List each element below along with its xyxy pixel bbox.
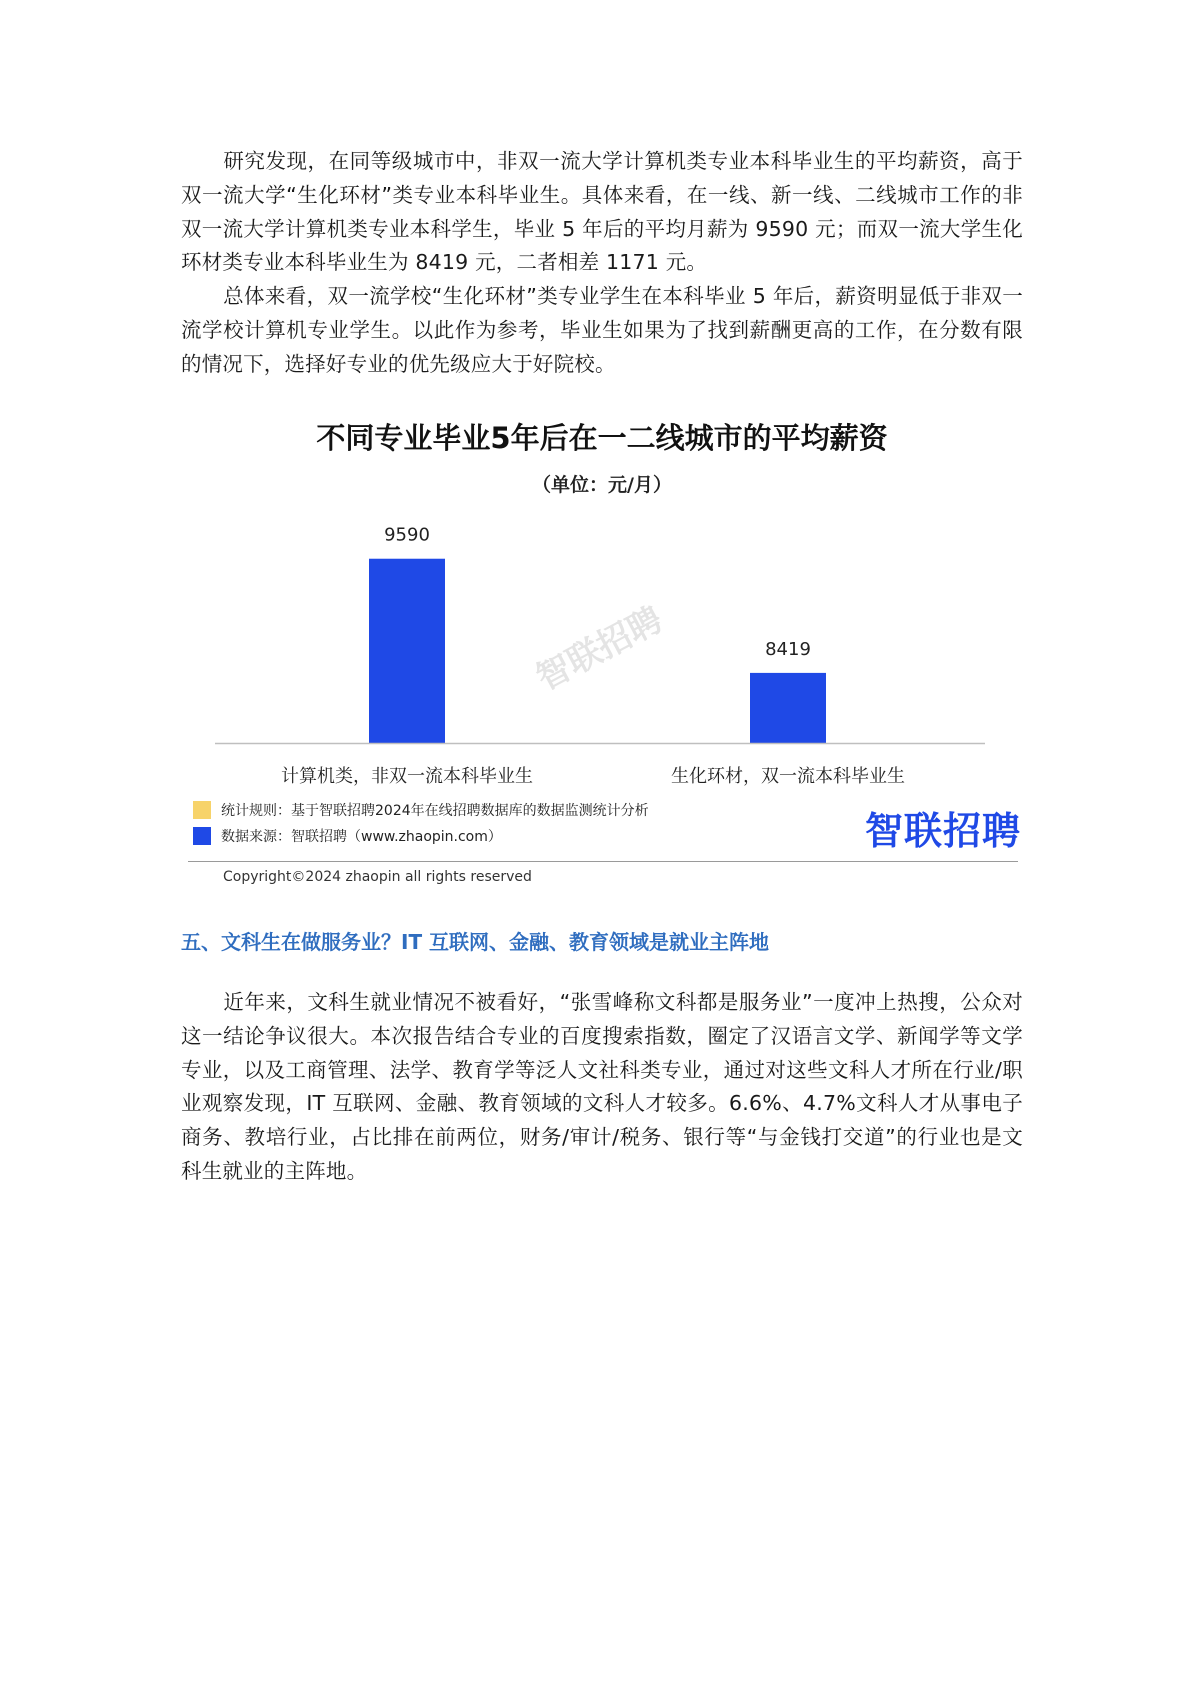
legend-data-source bbox=[193, 826, 502, 846]
bar-value-label-1: 9590 bbox=[384, 524, 430, 546]
bar-2 bbox=[750, 673, 826, 743]
legend-statistics-rule bbox=[193, 800, 649, 820]
category-label-2: 生化环材，双一流本科毕业生 bbox=[671, 766, 905, 787]
bar-value-label-2: 8419 bbox=[765, 638, 811, 660]
bar-1 bbox=[369, 559, 445, 743]
section-heading: 五、文科生在做服务业？IT 互联网、金融、教育领域是就业主阵地 bbox=[181, 930, 770, 954]
paragraph-liberal-arts: 近年来，文科生就业情况不被看好，“张雪峰称文科都是服务业”一度冲上热搜，公众对这一结论争议很大。本次报告结合专业的百度搜索指数，圈定了汉语言文学、新闻学等文学专业，以及工商管理、法学、教育学等泛人文社科类专业，通过对这些文科人才所在行业/职业观察发现，IT 互联网、金融、教育领域的文科人才较多。6.6%、4.7%文科人才从事电子商务、教培行业，占比排在前两位，财务/审计/税务、银行等“与金钱打交道”的行业也是文科生就业的主阵地。 bbox=[181, 990, 1023, 1183]
copyright: Copyright©2024 zhaopin all rights reserved bbox=[223, 869, 532, 885]
category-label-1: 计算机类，非双一流本科毕业生 bbox=[281, 766, 533, 787]
divider-line bbox=[188, 861, 1018, 862]
paragraph-summary: 总体来看，双一流学校“生化环材”类专业学生在本科毕业 5 年后，薪资明显低于非双一流学校计算机专业学生。以此作为参考，毕业生如果为了找到薪酬更高的工作，在分数有限的情况下，选择好专业的优先级应大于好院校。 bbox=[181, 284, 1023, 376]
paragraph-salary-finding: 研究发现，在同等级城市中，非双一流大学计算机类专业本科毕业生的平均薪资，高于双一流大学“生化环材”类专业本科毕业生。具体来看，在一线、新一线、二线城市工作的非双一流大学计算机类专业本科学生，毕业 5 年后的平均月薪为 9590 元；而双一流大学生化环材类专业本科毕业生为 8419 元，二者相差 1171 元。 bbox=[181, 149, 1023, 275]
chart-watermark: 智联招聘 bbox=[530, 599, 669, 699]
salary-bar-chart bbox=[0, 0, 1200, 800]
legend-swatch-yellow bbox=[193, 801, 211, 819]
chart-unit: （单位：元/月） bbox=[532, 474, 672, 496]
legend-source-text: 数据来源：智联招聘（www.zhaopin.com） bbox=[221, 829, 502, 845]
zhaopin-logo bbox=[865, 800, 1021, 855]
legend-rule-text: 统计规则：基于智联招聘2024年在线招聘数据库的数据监测统计分析 bbox=[221, 803, 649, 819]
legend-swatch-blue bbox=[193, 827, 211, 845]
logo-text: 智联招聘 bbox=[865, 809, 1022, 853]
chart-title: 不同专业毕业5年后在一二线城市的平均薪资 bbox=[316, 421, 888, 455]
